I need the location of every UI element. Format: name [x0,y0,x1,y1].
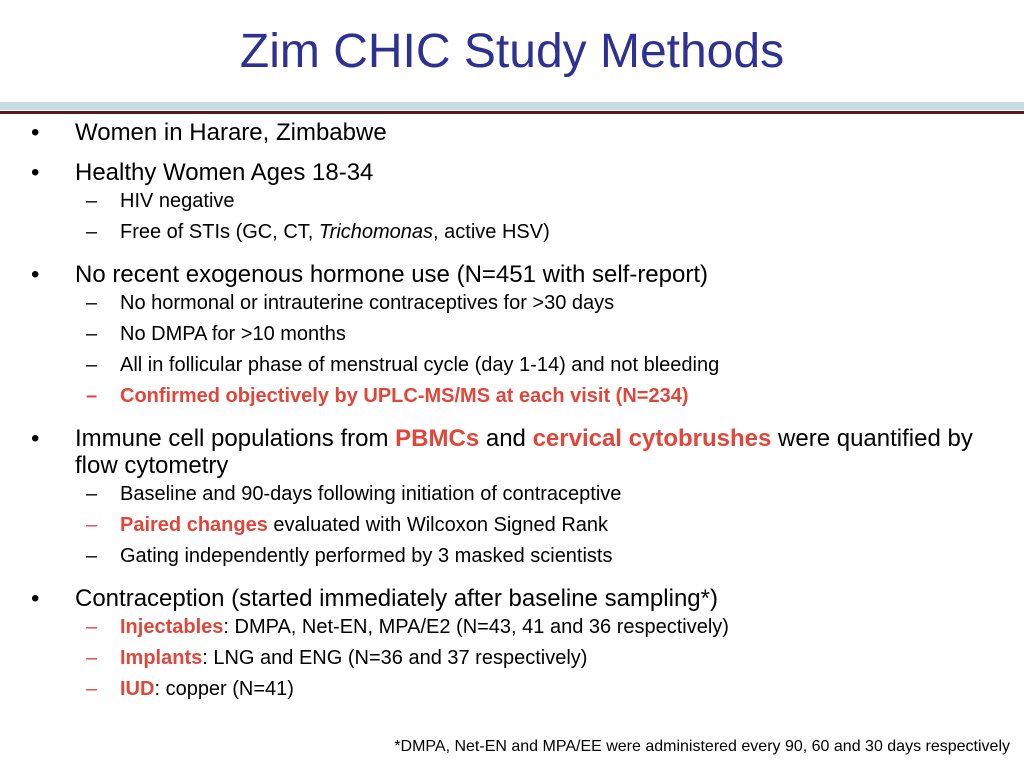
sub-bullet [0,288,1024,319]
dash-marker: – [86,221,98,243]
bullet-text: No recent exogenous hormone use (N=451 with self-report) [75,261,708,288]
sub-bullet [0,541,1024,572]
bullet-marker: • [31,159,40,186]
bullet-marker: • [31,425,40,452]
bullet-marker: • [31,119,40,146]
sub-bullet [0,612,1024,643]
bullet-text: Healthy Women Ages 18-34 [75,159,374,186]
bullet-marker: • [31,261,40,288]
sub-bullet [0,479,1024,510]
sub-bullet-text: No DMPA for >10 months [120,323,346,345]
slide-title: Zim CHIC Study Methods [239,25,785,78]
sub-bullet [0,350,1024,381]
highlight-implants: Implants [120,647,203,669]
sub-bullet-text: Implants: LNG and ENG (N=36 and 37 respectively) [120,647,588,669]
highlight-cytobrushes: cervical cytobrushes [532,425,772,452]
bullet-marker: • [31,585,40,612]
highlight-paired-changes: Paired changes [120,514,268,536]
sub-bullet-text: Gating independently performed by 3 masked scientists [120,545,613,567]
slide-body [0,119,1024,705]
dash-marker: – [86,678,98,700]
highlight-injectables: Injectables [120,616,224,638]
dash-marker: – [86,323,98,345]
bullet-contraception [0,585,1024,612]
highlight-iud: IUD [120,678,155,700]
bullet-immune-cells [0,425,1024,479]
sub-bullet-text: Injectables: DMPA, Net-EN, MPA/E2 (N=43, 41 and 36 respectively) [120,616,729,638]
title-divider-light [0,102,1024,110]
dash-marker: – [86,385,98,407]
bullet-hormone-use [0,261,1024,288]
sub-bullet-text: All in follicular phase of menstrual cycle (day 1-14) and not bleeding [120,354,720,376]
sub-bullet [0,319,1024,350]
sub-bullet-text: Baseline and 90-days following initiation of contraceptive [120,483,622,505]
footnote: *DMPA, Net-EN and MPA/EE were administered every 90, 60 and 30 days respectively [394,738,1010,755]
dash-marker: – [86,292,98,314]
sub-bullet [0,510,1024,541]
highlight-pbmcs: PBMCs [395,425,480,452]
sub-bullet-text: HIV negative [120,190,235,212]
bullet-eligibility [0,159,1024,186]
title-divider-dark [0,111,1024,114]
sub-bullet-text: Confirmed objectively by UPLC-MS/MS at each visit (N=234) [120,385,689,407]
bullet-text: Immune cell populations from PBMCs and cervical cytobrushes were quantified by flow cytometry [75,425,973,479]
sub-bullet [0,643,1024,674]
dash-marker: – [86,354,98,376]
dash-marker: – [86,514,98,536]
sub-bullet [0,217,1024,248]
sub-bullet-text: IUD: copper (N=41) [120,678,294,700]
bullet-text: Contraception (started immediately after baseline sampling*) [75,585,718,612]
bullet-location [0,119,1024,146]
dash-marker: – [86,483,98,505]
sub-bullet [0,186,1024,217]
sub-bullet-highlighted [0,381,1024,412]
dash-marker: – [86,616,98,638]
sub-bullet-text: Free of STIs (GC, CT, Trichomonas, active HSV) [120,221,550,243]
dash-marker: – [86,545,98,567]
dash-marker: – [86,647,98,669]
dash-marker: – [86,190,98,212]
sub-bullet-text: Paired changes evaluated with Wilcoxon Signed Rank [120,514,609,536]
sub-bullet-text: No hormonal or intrauterine contraceptives for >30 days [120,292,615,314]
sub-bullet [0,674,1024,705]
italic-organism: Trichomonas [318,221,434,243]
bullet-text: Women in Harare, Zimbabwe [75,119,387,146]
